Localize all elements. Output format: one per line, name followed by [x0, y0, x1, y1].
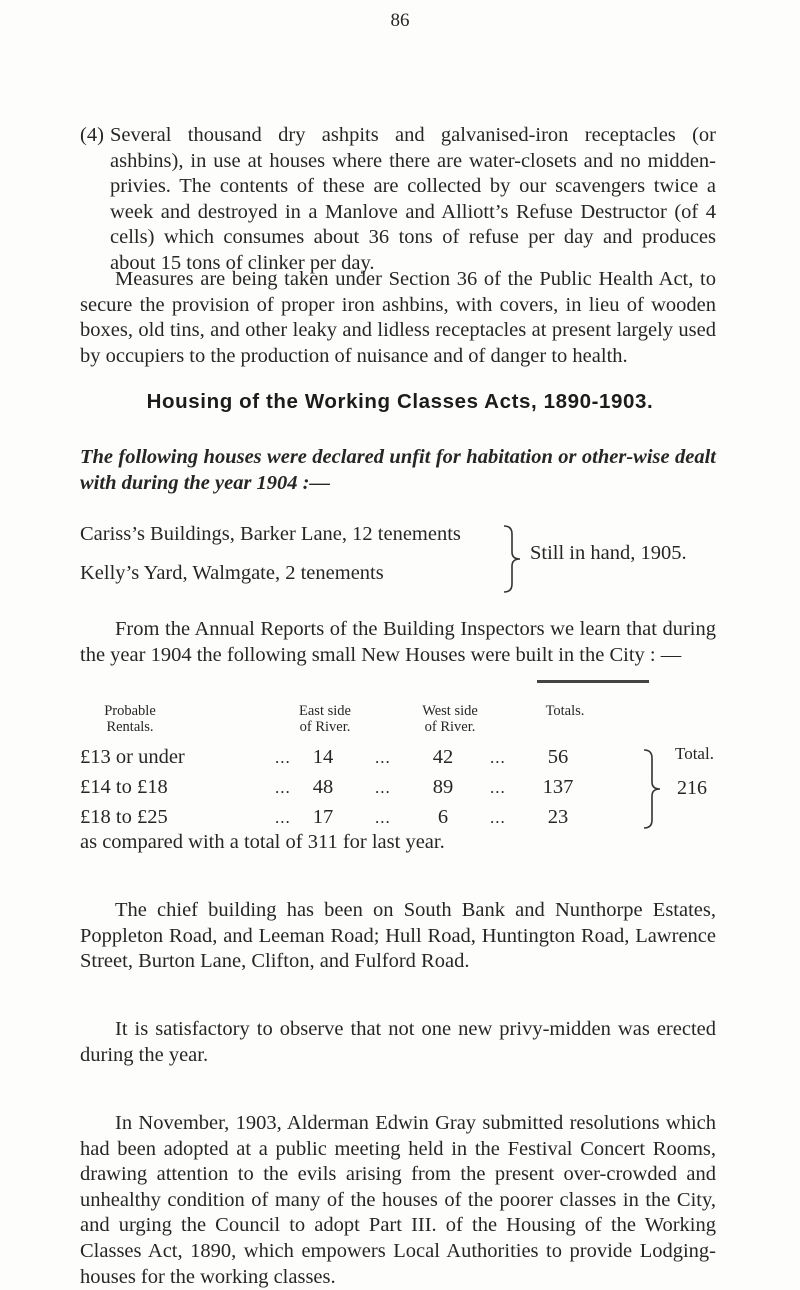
header-east: [270, 703, 380, 735]
right-brace-icon: [500, 524, 524, 594]
header-west-line2: of River.: [424, 719, 476, 735]
row-dots: ...: [375, 808, 391, 827]
row-dots: ...: [375, 748, 391, 767]
row-rental-2: £14 to £18: [80, 776, 168, 798]
row-dots: ...: [490, 808, 506, 827]
privy-midden-paragraph: It is satisfactory to observe that not one new privy-midden was erected during the year.: [80, 1018, 716, 1066]
right-brace-icon: [640, 748, 664, 830]
annual-reports-paragraph: From the Annual Reports of the Building Inspectors we learn that during the year 1904 the following small New Houses were built in the City : —: [80, 618, 716, 666]
chief-building-paragraph: The chief building has been on South Bank and Nunthorpe Estates, Poppleton Road, and Leeman Road; Hull Road, Huntington Road, Lawrence Street, Burton Lane, Clifton, and Fulford Road.: [80, 899, 716, 973]
ashbins-paragraph: Several thousand dry ashpits and galvanised-iron receptacles (or ashbins), in use at houses where there are water-closets and no midden-privies. The contents of these are collected by our scavengers twice a week and destroyed in a Manlove and Alliott’s Refuse Destructor (of 4 cells) which consumes about 36 tons of refuse per day and produces about 15 tons of clinker per day.: [110, 124, 716, 274]
comparison-paragraph: as compared with a total of 311 for last year.: [80, 831, 445, 853]
section-heading: Housing of the Working Classes Acts, 1890-1903.: [146, 390, 654, 413]
row-east-3: 17: [312, 806, 334, 828]
row-dots: ...: [275, 778, 291, 797]
header-east-line1: East side: [299, 703, 351, 719]
row-dots: ...: [275, 748, 291, 767]
row-dots: ...: [490, 778, 506, 797]
row-rental-3: £18 to £25: [80, 806, 168, 828]
row-total-3: 23: [547, 806, 569, 828]
item-number: (4): [80, 124, 104, 146]
section-subheading: The following houses were declared unfit for habitation or other-wise dealt with during the year 1904 :—: [80, 446, 716, 494]
grand-total-value: 216: [677, 777, 707, 799]
row-east-2: 48: [312, 776, 334, 798]
row-dots: ...: [275, 808, 291, 827]
row-rental-1: £13 or under: [80, 746, 185, 768]
unfit-status-note: Still in hand, 1905.: [530, 542, 687, 564]
row-dots: ...: [490, 748, 506, 767]
row-dots: ...: [375, 778, 391, 797]
header-rentals: [75, 703, 185, 735]
header-totals: Totals.: [545, 703, 585, 719]
header-west: [395, 703, 505, 735]
page-number: 86: [390, 10, 410, 31]
header-rentals-line1: Probable: [104, 703, 156, 719]
row-east-1: 14: [312, 746, 334, 768]
unfit-house-1: Cariss’s Buildings, Barker Lane, 12 tenements: [80, 523, 461, 545]
row-total-1: 56: [547, 746, 569, 768]
row-west-1: 42: [432, 746, 454, 768]
row-west-2: 89: [432, 776, 454, 798]
unfit-house-2: Kelly’s Yard, Walmgate, 2 tenements: [80, 562, 384, 584]
underline-rule: [537, 680, 649, 683]
measures-paragraph: Measures are being taken under Section 36 of the Public Health Act, to secure the provision of proper iron ashbins, with covers, in lieu of wooden boxes, old tins, and other leaky and lidless receptacles at present largely used by occupiers to the production of nuisance and of danger to health.: [80, 268, 716, 367]
row-west-3: 6: [437, 806, 449, 828]
header-west-line1: West side: [422, 703, 478, 719]
november-paragraph: In November, 1903, Alderman Edwin Gray submitted resolutions which had been adopted at a public meeting held in the Festival Concert Rooms, drawing attention to the evils arising from the present over-crowded and unhealthy condition of many of the houses of the poorer classes in the City, and urging the Council to adopt Part III. of the Housing of the Working Classes Act, 1890, which empowers Local Authorities to provide Lodging-houses for the working classes.: [80, 1112, 716, 1288]
header-rentals-line2: Rentals.: [106, 719, 154, 735]
row-total-2: 137: [542, 776, 574, 798]
header-east-line2: of River.: [299, 719, 351, 735]
grand-total-label: Total.: [675, 744, 714, 763]
